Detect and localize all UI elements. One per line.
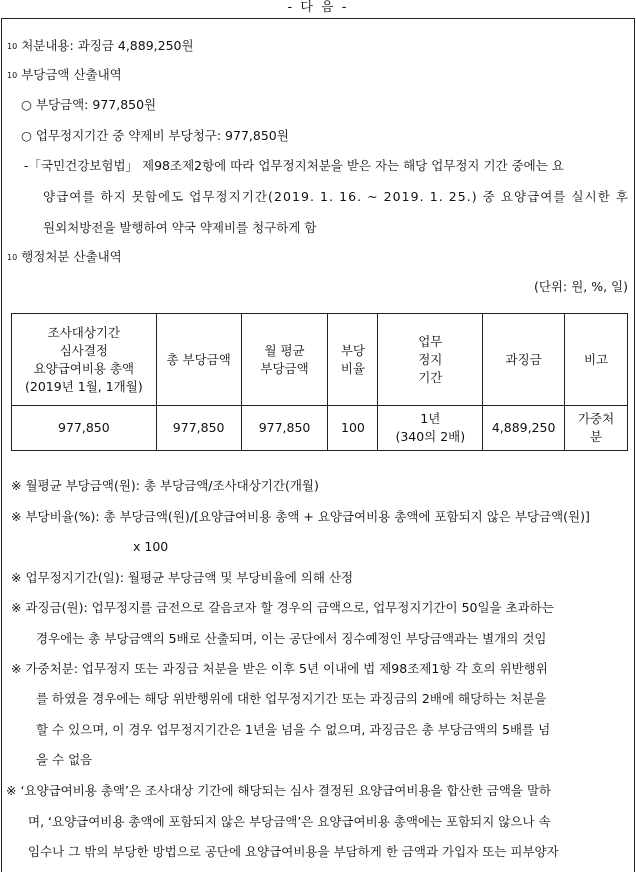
unfair-section-line bbox=[7, 66, 122, 85]
note-unfair-ratio: ※ 부당비율(%): 총 부당금액(원)/[요양급여비용 총액 + 요양급여비용 총액에 포함되지 않은 부당금액(원)] bbox=[11, 509, 590, 524]
claim-amount: ○ 업무정지기간 중 약제비 부당청구: 977,850원 bbox=[21, 128, 289, 143]
admin-section-line bbox=[7, 248, 122, 267]
law-note-line-1 bbox=[24, 157, 628, 175]
bullet-marker: 10 bbox=[7, 253, 18, 262]
header-unfair-ratio: 부당 비율 bbox=[328, 314, 378, 406]
cell-ratio: 100 bbox=[328, 406, 378, 451]
header-penalty: 과징금 bbox=[483, 314, 565, 406]
header-suspension-period: 업무 정지 기간 bbox=[378, 314, 483, 406]
law-note-text-1: -「국민건강보험법」 제98조제2항에 따라 업무정지처분을 받은 자는 해당 업무정지 기간 중에는 요 bbox=[24, 158, 564, 173]
cell-monthly-average: 977,850 bbox=[241, 406, 328, 451]
disposition-line bbox=[7, 37, 194, 56]
note-penalty-line-1 bbox=[11, 599, 628, 617]
admin-section-title: 행정처분 산출내역 bbox=[21, 249, 122, 264]
note-total-cost-text-3: 임수나 그 밖의 부당한 방법으로 공단에 요양급여비용을 부담하게 한 금액과 가입자 또는 피부양자 bbox=[28, 844, 559, 859]
note-aggravated-line-2 bbox=[36, 690, 628, 708]
note-total-cost-line-2 bbox=[28, 813, 628, 831]
note-monthly-average: ※ 월평균 부당금액(원): 총 부당금액/조사대상기간(개월) bbox=[11, 478, 319, 493]
cell-suspension: 1년 (340의 2배) bbox=[378, 406, 483, 451]
note-aggravated-line-3 bbox=[36, 721, 628, 739]
note-aggravated-line-4: 을 수 없음 bbox=[36, 752, 93, 767]
penalty-calculation-table bbox=[11, 313, 628, 451]
disposition-content: 처분내용: 과징금 4,889,250원 bbox=[21, 38, 194, 53]
table-header-row bbox=[12, 314, 628, 406]
note-penalty-line-2: 경우에는 총 부당금액의 5배로 산출되며, 이는 공단에서 징수예정인 부당금액과는 별개의 것임 bbox=[36, 631, 547, 646]
note-suspension-period: ※ 업무정지기간(일): 월평균 부당금액 및 부당비율에 의해 산정 bbox=[11, 570, 354, 585]
bullet-marker: 10 bbox=[7, 71, 18, 80]
note-aggravated-line-1 bbox=[11, 660, 628, 678]
table-row bbox=[12, 406, 628, 451]
note-penalty-text-1: ※ 과징금(원): 업무정지를 금전으로 갈음코자 할 경우의 금액으로, 업무정지기간이 50일을 초과하는 bbox=[11, 600, 554, 615]
law-note-text-2: 양급여를 하지 못함에도 업무정지기간(2019. 1. 16. ~ 2019. 1. 25.) 중 요양급여를 실시한 후 bbox=[43, 189, 630, 204]
bullet-marker: 10 bbox=[7, 42, 18, 51]
note-total-cost-line-1 bbox=[6, 782, 628, 800]
note-total-cost-text-2: 며, ‘요양급여비용 총액에 포함되지 않은 부당금액’은 요양급여비용 총액에는 포함되지 않으나 속 bbox=[28, 814, 551, 829]
header-investigation-period: 조사대상기간 심사결정 요양급여비용 총액 (2019년 1월, 1개월) bbox=[12, 314, 157, 406]
unit-note: (단위: 원, %, 일) bbox=[533, 279, 628, 294]
note-total-cost-line-3 bbox=[28, 843, 628, 861]
document-heading: - 다 음 - bbox=[287, 0, 349, 15]
header-monthly-average: 월 평균 부당금액 bbox=[241, 314, 328, 406]
note-aggravated-text-2: 를 하였을 경우에는 해당 위반행위에 대한 업무정지기간 또는 과징금의 2배에 해당하는 처분을 bbox=[36, 691, 547, 706]
header-total-unfair-amount: 총 부당금액 bbox=[156, 314, 241, 406]
unfair-amount: ○ 부당금액: 977,850원 bbox=[21, 97, 157, 112]
cell-total-unfair: 977,850 bbox=[156, 406, 241, 451]
note-total-cost-text-1: ※ ‘요양급여비용 총액’은 조사대상 기간에 해당되는 심사 결정된 요양급여비용을 합산한 금액을 말하 bbox=[6, 783, 552, 798]
note-unfair-ratio-cont: x 100 bbox=[133, 539, 169, 554]
header-remarks: 비고 bbox=[565, 314, 628, 406]
law-note-line-3: 원외처방전을 발행하여 약국 약제비를 청구하게 함 bbox=[43, 220, 317, 235]
cell-penalty: 4,889,250 bbox=[483, 406, 565, 451]
note-aggravated-text-3: 할 수 있으며, 이 경우 업무정지기간은 1년을 넘을 수 없으며, 과징금은 총 부당금액의 5배를 넘 bbox=[36, 722, 551, 737]
cell-total-cost: 977,850 bbox=[12, 406, 157, 451]
cell-remarks: 가중처 분 bbox=[565, 406, 628, 451]
note-aggravated-text-1: ※ 가중처분: 업무정지 또는 과징금 처분을 받은 이후 5년 이내에 법 제98조제1항 각 호의 위반행위 bbox=[11, 661, 548, 676]
law-note-line-2 bbox=[43, 188, 628, 206]
unfair-section-title: 부당금액 산출내역 bbox=[21, 67, 122, 82]
